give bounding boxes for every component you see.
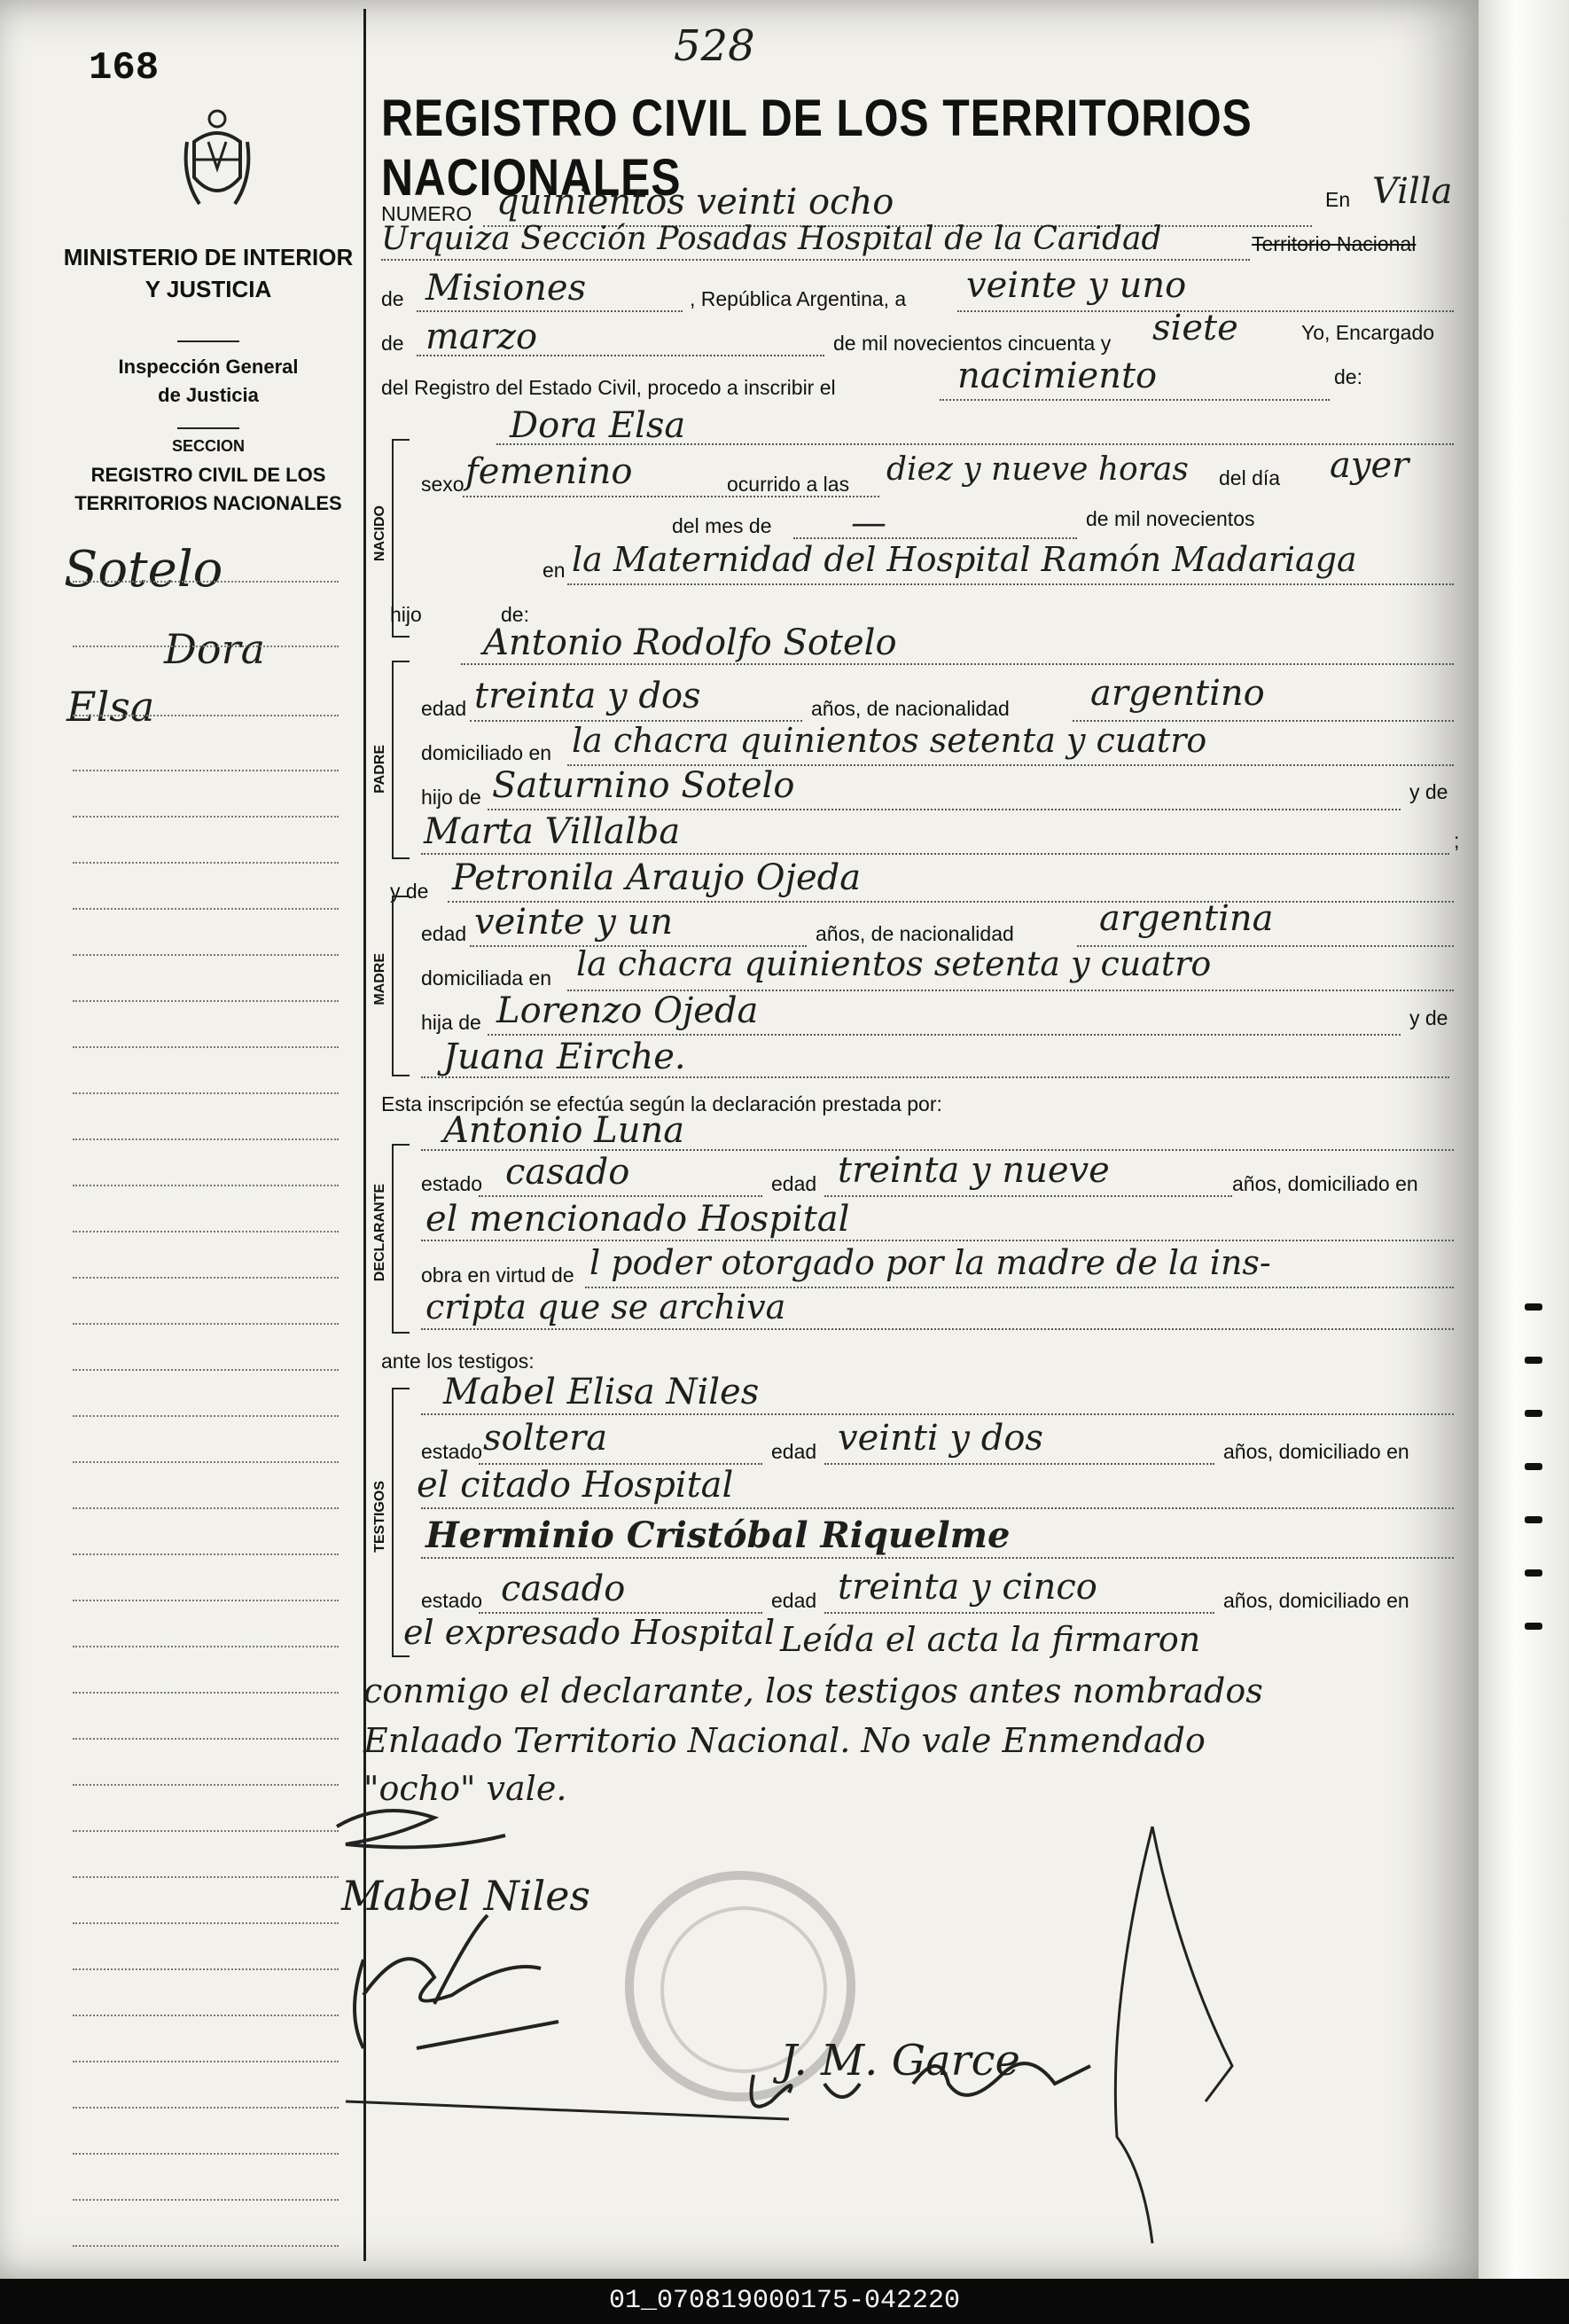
closing-line-2: conmigo el declarante, los testigos antes nombrados bbox=[363, 1671, 1263, 1710]
inspection-line-2: de Justicia bbox=[158, 384, 259, 406]
ruling bbox=[73, 1461, 339, 1464]
signatures-drawing bbox=[328, 1782, 1392, 2261]
fill-line bbox=[479, 1195, 762, 1197]
ruling bbox=[73, 1600, 339, 1602]
declarante-section-label: DECLARANTE bbox=[372, 1184, 387, 1282]
mother-edad-label: edad bbox=[421, 922, 467, 945]
ruling bbox=[73, 2245, 339, 2248]
child-name: Dora Elsa bbox=[510, 405, 686, 446]
ruling bbox=[73, 1185, 339, 1187]
folio-number: 168 bbox=[89, 46, 160, 90]
registry-line-2: TERRITORIOS NACIONALES bbox=[74, 492, 342, 514]
ruling bbox=[73, 1277, 339, 1279]
hour-value: diez y nueve horas bbox=[886, 451, 1189, 488]
registry-label: del Registro del Estado Civil, procedo a inscribir el bbox=[381, 376, 836, 399]
father-yde-label: y de bbox=[1409, 780, 1448, 803]
inspection-heading bbox=[53, 353, 363, 410]
father-name: Antonio Rodolfo Sotelo bbox=[483, 622, 897, 663]
month-label: de bbox=[381, 332, 404, 355]
sidebar-surname: Sotelo bbox=[64, 541, 223, 599]
fill-line bbox=[421, 1413, 1454, 1415]
numero-value: quinientos veinti ocho bbox=[496, 182, 894, 223]
t1-edad-label: edad bbox=[771, 1440, 817, 1463]
ruling bbox=[73, 1323, 339, 1326]
coat-of-arms-icon bbox=[182, 106, 253, 222]
territory-value: Misiones bbox=[425, 268, 587, 309]
t2-estado-value: casado bbox=[501, 1569, 626, 1609]
mother-hija-label: hija de bbox=[421, 1011, 481, 1034]
decl-edad-value: treinta y nueve bbox=[838, 1150, 1110, 1191]
day-value: veinte y uno bbox=[966, 265, 1187, 306]
mother-nac-value: argentina bbox=[1099, 898, 1274, 939]
ruling bbox=[73, 1231, 339, 1233]
hijo-de-label: de: bbox=[501, 603, 529, 626]
ruling bbox=[73, 1784, 339, 1787]
fill-line bbox=[381, 259, 1250, 261]
binding-mark bbox=[1525, 1623, 1542, 1630]
republic-label: , República Argentina, a bbox=[690, 287, 907, 310]
decl-edad-label: edad bbox=[771, 1172, 817, 1195]
ruling bbox=[73, 581, 339, 583]
ruling bbox=[73, 954, 339, 957]
ruling bbox=[73, 1738, 339, 1741]
ruling bbox=[73, 2153, 339, 2156]
declarante-name: Antonio Luna bbox=[443, 1110, 685, 1151]
father-nac-label: años, de nacionalidad bbox=[811, 697, 1010, 720]
sexo-value: femenino bbox=[465, 451, 633, 492]
en-label: En bbox=[1325, 188, 1351, 211]
decl-obra-label: obra en virtud de bbox=[421, 1264, 574, 1287]
testigo-1-name: Mabel Elisa Niles bbox=[443, 1372, 760, 1412]
decl-estado-value: casado bbox=[505, 1152, 630, 1193]
fill-line bbox=[824, 1612, 1214, 1614]
mother-name: Petronila Araujo Ojeda bbox=[452, 857, 862, 898]
ruling bbox=[73, 1046, 339, 1049]
father-parent-value: Saturnino Sotelo bbox=[492, 765, 795, 806]
fill-line bbox=[824, 1463, 1214, 1465]
t1-estado-value: soltera bbox=[483, 1418, 608, 1459]
t2-estado-label: estado bbox=[421, 1589, 483, 1612]
fill-line bbox=[421, 1557, 1454, 1559]
fill-line bbox=[461, 663, 1454, 665]
sexo-label: sexo bbox=[421, 473, 464, 496]
ruling bbox=[73, 2061, 339, 2063]
ruling bbox=[73, 2199, 339, 2202]
divider bbox=[177, 427, 239, 429]
mother-nac-label: años, de nacionalidad bbox=[816, 922, 1014, 945]
dia-label: del día bbox=[1219, 466, 1281, 489]
decl-estado-label: estado bbox=[421, 1172, 483, 1195]
act-value: nacimiento bbox=[957, 356, 1158, 396]
ministry-line-2: Y JUSTICIA bbox=[144, 276, 272, 302]
ruling bbox=[73, 1922, 339, 1925]
ruling bbox=[73, 1968, 339, 1971]
testigos-section-label: TESTIGOS bbox=[372, 1481, 387, 1553]
en-place-label: en bbox=[543, 559, 566, 582]
territorio-label: Territorio Nacional bbox=[1252, 232, 1417, 255]
image-id-footer: 01_070819000175-042220 bbox=[0, 2279, 1569, 2324]
testigos-intro: ante los testigos: bbox=[381, 1350, 535, 1373]
ruling bbox=[73, 1553, 339, 1556]
ruling bbox=[73, 1000, 339, 1003]
signature-witness: Mabel Niles bbox=[341, 1872, 591, 1920]
declarante-intro: Esta inscripción se efectúa según la declaración prestada por: bbox=[381, 1092, 942, 1115]
inspection-line-1: Inspección General bbox=[118, 356, 299, 378]
t2-dom-label: años, domiciliado en bbox=[1223, 1589, 1409, 1612]
mother-edad-value: veinte y un bbox=[474, 902, 674, 943]
hijo-label: hijo bbox=[390, 603, 422, 626]
fill-line bbox=[421, 1328, 1454, 1330]
fill-line bbox=[793, 537, 1077, 539]
dia-value: ayer bbox=[1330, 445, 1409, 486]
closing-line-1: Leída el acta la firmaron bbox=[780, 1620, 1201, 1659]
mother-dom-value: la chacra quinientos setenta y cuatro bbox=[576, 944, 1212, 983]
ruling bbox=[73, 1692, 339, 1694]
binding-mark bbox=[1525, 1357, 1542, 1364]
mes-value: — bbox=[851, 503, 886, 544]
fill-line bbox=[940, 399, 1330, 401]
de-colon-label: de: bbox=[1334, 365, 1362, 388]
en-value: Villa bbox=[1372, 171, 1453, 212]
father-mother-value: Marta Villalba bbox=[424, 811, 681, 852]
ruling bbox=[73, 1369, 339, 1372]
decl-obra-value-2: cripta que se archiva bbox=[425, 1287, 786, 1326]
t1-estado-label: estado bbox=[421, 1440, 483, 1463]
divider bbox=[177, 340, 239, 342]
t2-dom-value: el expresado Hospital bbox=[403, 1613, 776, 1652]
ministry-line-1: MINISTERIO DE INTERIOR bbox=[63, 244, 354, 270]
de-label: de bbox=[381, 287, 404, 310]
ruling bbox=[73, 816, 339, 818]
mother-parent-value: Lorenzo Ojeda bbox=[496, 990, 759, 1031]
month-value: marzo bbox=[425, 317, 538, 357]
registry-heading bbox=[53, 461, 363, 518]
anio-label: de mil novecientos bbox=[1086, 507, 1255, 530]
nacido-section-label: NACIDO bbox=[372, 505, 387, 562]
madre-bracket bbox=[392, 896, 410, 1076]
ruling bbox=[73, 2107, 339, 2109]
binding-mark bbox=[1525, 1410, 1542, 1417]
fill-line bbox=[421, 1240, 1454, 1241]
signature-officer: J. M. Garce bbox=[780, 2036, 1020, 2085]
birthplace-value: la Maternidad del Hospital Ramón Madariaga bbox=[572, 540, 1357, 579]
handwritten-page-number: 528 bbox=[674, 21, 755, 71]
ruling bbox=[73, 1646, 339, 1648]
ruling bbox=[73, 2015, 339, 2017]
ruling bbox=[73, 715, 339, 717]
fill-line bbox=[421, 1507, 1454, 1509]
ruling bbox=[73, 1876, 339, 1879]
year-label: de mil novecientos cincuenta y bbox=[833, 332, 1112, 355]
fill-line bbox=[421, 853, 1449, 855]
binding-mark bbox=[1525, 1569, 1542, 1577]
ministry-heading bbox=[53, 241, 363, 305]
page-title: REGISTRO CIVIL DE LOS TERRITORIOS NACIONALES bbox=[381, 90, 1253, 207]
father-edad-label: edad bbox=[421, 697, 467, 720]
mother-mother-value: Juana Eirche. bbox=[443, 1037, 686, 1077]
ruling bbox=[73, 1092, 339, 1095]
father-dom-value: la chacra quinientos setenta y cuatro bbox=[572, 721, 1207, 760]
fill-line bbox=[567, 583, 1454, 585]
father-edad-value: treinta y dos bbox=[474, 676, 701, 716]
t1-dom-label: años, domiciliado en bbox=[1223, 1440, 1409, 1463]
section-label: SECCION bbox=[171, 437, 245, 455]
yo-label: Yo, Encargado bbox=[1301, 321, 1435, 344]
closing-line-4: "ocho" vale. bbox=[363, 1769, 567, 1808]
testigo-2-name: Herminio Cristóbal Riquelme bbox=[425, 1514, 1011, 1556]
sidebar-second-name: Elsa bbox=[66, 683, 155, 731]
decl-obra-value: l poder otorgado por la madre de la ins- bbox=[589, 1243, 1271, 1282]
ruling bbox=[73, 1830, 339, 1833]
ruling bbox=[73, 1415, 339, 1418]
binding-mark bbox=[1525, 1303, 1542, 1311]
t2-edad-label: edad bbox=[771, 1589, 817, 1612]
ruling bbox=[73, 646, 339, 648]
father-dom-label: domiciliado en bbox=[421, 741, 552, 764]
mother-yde2-label: y de bbox=[1409, 1006, 1448, 1029]
declarante-bracket bbox=[392, 1144, 410, 1334]
padre-section-label: PADRE bbox=[372, 745, 387, 794]
padre-bracket bbox=[392, 661, 410, 859]
semicolon: ; bbox=[1454, 829, 1460, 852]
father-hijo-label: hijo de bbox=[421, 786, 481, 809]
madre-section-label: MADRE bbox=[372, 953, 387, 1006]
ruling bbox=[73, 770, 339, 772]
sidebar-first-name: Dora bbox=[164, 625, 265, 673]
mother-yde-label: y de bbox=[390, 880, 429, 903]
t2-edad-value: treinta y cinco bbox=[838, 1567, 1097, 1608]
ruling bbox=[73, 1507, 339, 1510]
numero-label: NUMERO bbox=[381, 202, 472, 225]
place-value: Urquiza Sección Posadas Hospital de la Caridad bbox=[381, 221, 1162, 257]
fill-line bbox=[488, 1034, 1401, 1036]
father-nac-value: argentino bbox=[1090, 673, 1265, 714]
mother-dom-label: domiciliada en bbox=[421, 966, 552, 990]
year-value: siete bbox=[1152, 308, 1238, 348]
fill-line bbox=[417, 310, 683, 312]
fill-line bbox=[488, 809, 1401, 810]
decl-dom-label: años, domiciliado en bbox=[1232, 1172, 1418, 1195]
ocurrido-label: ocurrido a las bbox=[727, 473, 850, 496]
ruling bbox=[73, 908, 339, 911]
t1-dom-value: el citado Hospital bbox=[417, 1465, 734, 1506]
decl-dom-value: el mencionado Hospital bbox=[425, 1199, 850, 1240]
ruling bbox=[73, 1139, 339, 1141]
closing-line-3: Enlaado Territorio Nacional. No vale Enmendado bbox=[363, 1721, 1206, 1760]
fill-line bbox=[824, 1195, 1232, 1197]
ruling bbox=[73, 862, 339, 865]
binding-mark bbox=[1525, 1463, 1542, 1470]
fill-line bbox=[496, 443, 1454, 445]
page-edge bbox=[1479, 0, 1569, 2279]
t1-edad-value: veinti y dos bbox=[838, 1418, 1043, 1459]
fill-line bbox=[421, 1076, 1449, 1078]
registry-line-1: REGISTRO CIVIL DE LOS bbox=[90, 464, 326, 486]
mes-label: del mes de bbox=[672, 514, 772, 537]
binding-mark bbox=[1525, 1516, 1542, 1523]
